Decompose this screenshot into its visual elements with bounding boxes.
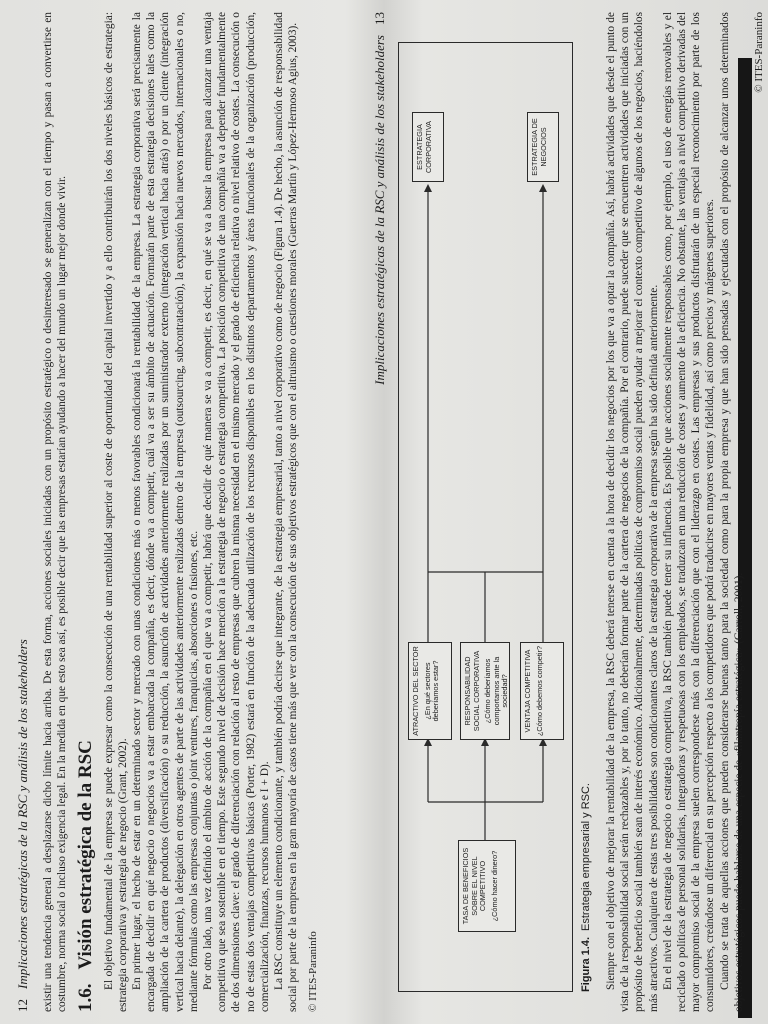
box-estrategia-negocios bbox=[527, 112, 559, 182]
box-question: ¿Cómo deberíamos comportarnos ante la sociedad? bbox=[483, 656, 510, 726]
box-title: RESPONSABILIDAD SOCIAL CORPORATIVA bbox=[463, 650, 481, 732]
copyright: © ITES-Paraninfo bbox=[307, 931, 320, 1012]
right-text-column bbox=[604, 12, 766, 1012]
running-head bbox=[372, 12, 388, 385]
right-page bbox=[372, 12, 766, 1012]
box-atractivo-sector bbox=[408, 642, 452, 740]
paragraph: En el nivel de la estrategia de negocio o estrategia competitiva, la RSC también puede tener su influencia. Es posible que acciones socialmente responsables como, por ejemplo, el uso de energías renovables y el reciclado o políticas de personal solidarias, integradoras y respetuosas con los empleados, se traduzcan en una reducción de costes y aumento de la eficiencia. No obstante, las ventajas a nivel competitivo derivadas del mayor compromiso social de la empresa suelen corresponderse más con la diferenciación que con el liderazgo en costes. Las empresas y sus productos disfrutarán de un especial reconocimiento por parte de los consumidores, creándose un diferencial en su percepción respecto a los competidores que podrá traducirse en mayores ventas y fidelidad, así como precios y márgenes superiores. bbox=[661, 12, 717, 1012]
box-title: ESTRATEGIA DE NEGOCIOS bbox=[530, 118, 548, 176]
box-title: ATRACTIVO DEL SECTOR bbox=[411, 646, 420, 736]
box-responsabilidad-social bbox=[460, 642, 510, 740]
section-heading bbox=[75, 12, 97, 1012]
box-tasa-beneficios bbox=[458, 840, 516, 932]
box-title: ESTRATEGIA CORPORATIVA bbox=[415, 120, 433, 174]
box-question: ¿Cómo debemos competir? bbox=[534, 645, 544, 737]
box-ventaja-competitiva bbox=[520, 642, 564, 740]
paragraph: Cuando se trata de aquellas acciones que pueden considerarse buenas tanto para la sociedad como para la propia empresa y que han sido pensadas y ejecutadas con el propósito de alcanzar unos determinados objetivos estratégicos puede hablarse de una especie de «filantropía estratégica» (Carroll, 2001). bbox=[718, 12, 745, 1012]
section-title: Visión estratégica de la RSC bbox=[75, 740, 97, 970]
section-number: 1.6. bbox=[75, 983, 97, 1012]
paragraph: Siempre con el objetivo de mejorar la rentabilidad de la empresa, la RSC deberá tenerse en cuenta a la hora de decidir los negocios por los que va a optar la compañía. Así, habrá actividades que desde el punto de vista de la responsabilidad social serán rechazables y, por lo tanto, no deberían formar parte de la cartera de negocios de la compañía. Por el contrario, puede suceder que se encuentren actividades que iniciadas con un propósito de beneficio social también sean de interés económico. Adicionalmente, determinadas políticas de compromiso social pueden ayudar a mejorar el contexto competitivo de algunos de los negocios, haciéndolos más atractivos. Cualquiera de estas tres posibilidades son condicionantes claros de la estrategia corporativa de la empresa según ha sido definida anteriormente. bbox=[605, 12, 660, 1012]
intro-paragraph: existir una tendencia general a desplazarse dicho límite hacia arriba. De esta forma, acciones sociales iniciadas con un propósito estratégico o desinteresado se generalizan con el tiempo y pasan a convertirse en costumbre, norma social o incluso exigencia legal. En la medida en que esto sea así, es posible decir que las empresas estarían ayudando a hacer del mundo un lugar mejor donde vivir. bbox=[42, 12, 69, 1012]
page-number: 13 bbox=[372, 12, 387, 25]
caption-label: Figura 1.4. bbox=[580, 936, 592, 992]
running-head bbox=[15, 639, 31, 1012]
caption-text: Estrategia empresarial y RSC. bbox=[580, 783, 592, 931]
box-title: TASA DE BENEFICIOS SOBRE EL NIVEL COMPETITIVO bbox=[461, 847, 488, 925]
paragraph: La RSC constituye un elemento condicionante, y también podría decirse que integrante, de la estrategia empresarial, tanto a nivel corporativo como de negocio (Figura 1.4). De hecho, la asunción de responsabilidad social por parte de la empresa en la gran mayoría de casos tiene más que ver con la consecución de sus objetivos estratégicos que con el altruismo o cuestiones morales (Guerras Martín y López-Hermoso Agius, 2003). bbox=[273, 12, 300, 1012]
paragraph: El objetivo fundamental de la empresa se puede expresar como la consecución de una rentabilidad superior al coste de oportunidad del capital invertido y a ello contribuirán los dos niveles básicos de estrategia: estrategia corporativa y estrategia de negocio (Grant, 2002). bbox=[102, 12, 129, 1012]
box-question: ¿Cómo hacer dinero? bbox=[489, 850, 499, 922]
left-page bbox=[15, 12, 420, 1012]
box-estrategia-corporativa bbox=[412, 112, 444, 182]
page-number: 12 bbox=[15, 999, 30, 1012]
running-head-title: Implicaciones estratégicas de la RSC y análisis de los stakeholders bbox=[15, 639, 30, 989]
paragraph: Por otro lado, una vez definido el ámbito de acción de la compañía en el que va a competir, habrá que decidir de qué manera se va a competir, es decir, en qué se va a basar la empresa para alcanzar una ventaja competitiva que sea sostenible en el tiempo. Este segundo nivel de decisión hace mención a la estrategia de negocio o estrategia competitiva. La posición competitiva de una compañía va a depender fundamentalmente de dos dimensiones clave: el grado de diferenciación con relación al resto de empresas que cubren la misma necesidad en el mismo mercado y el grado de eficiencia relativa o nivel relativo de costes. La consecución o no de estas dos ventajas competitivas básicas (Porter, 1982) estará en función de la adecuada utilización de los recursos disponibles en los distintos departamentos y áreas funcionales de la organización (producción, comercialización, finanzas, recursos humanos e I + D). bbox=[202, 12, 271, 1012]
figure-caption bbox=[580, 783, 592, 992]
running-head-title: Implicaciones estratégicas de la RSC y análisis de los stakeholders bbox=[372, 35, 387, 385]
left-text-column bbox=[41, 12, 321, 1012]
paragraph: En primer lugar, el hecho de estar en un determinado sector y mercado con unas condiciones más o menos favorables condicionará la rentabilidad de la empresa. La estrategia corporativa será precisamente la encargada de decidir en qué negocio o negocios va a estar embarcada la compañía, es decir, dónde va a competir, cuál va a ser su ámbito de actuación. Formarán parte de esta estrategia decisiones tales como la ampliación de la cartera de productos (diversificación) o su reducción, la asunción de actividades anteriormente realizadas por un suministrador externo (integración vertical hacia atrás) o por un cliente (integración vertical hacia delante), la delegación en otros agentes de parte de las actividades anteriormente realizadas dentro de la empresa (outsourcing, subcontratación), la expansión hacia nuevos mercados, internacionales o no, mediante fórmulas como las empresas conjuntas o joint ventures, franquicias, absorciones o fusiones, etc. bbox=[131, 12, 200, 1012]
copyright: © ITES-Paraninfo bbox=[753, 12, 766, 93]
box-title: VENTAJA COMPETITIVA bbox=[523, 649, 532, 733]
figure-strategy-rsc bbox=[398, 42, 608, 992]
box-question: ¿En qué sectores deberíamos estar? bbox=[422, 660, 441, 722]
